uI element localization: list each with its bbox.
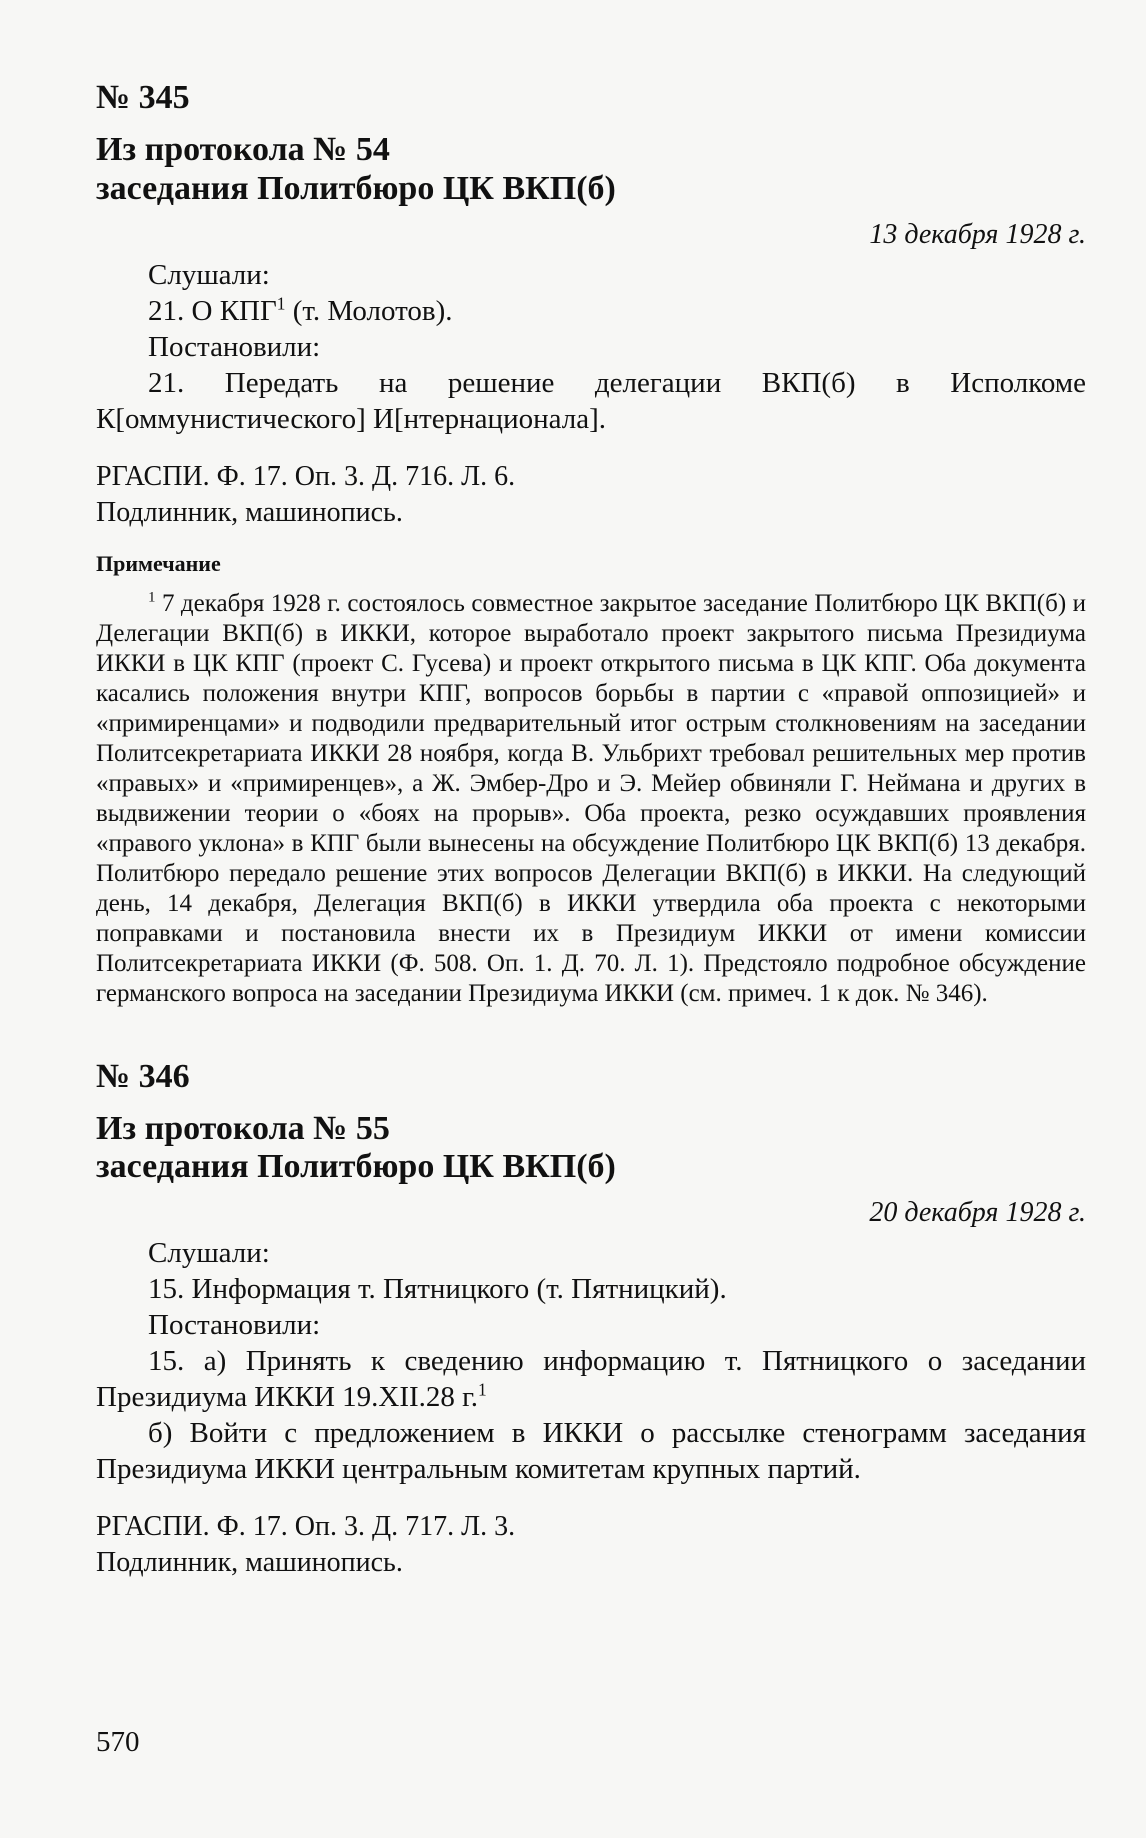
archive-source	[96, 459, 1086, 531]
note-heading: Примечание	[96, 550, 221, 576]
archive-source	[96, 1509, 1086, 1581]
resolved-item-a: 15. а) Принять к сведению информацию т. Пятницкого о заседании Президиума ИККИ 19.XII.28 г.$^1$	[96, 1345, 1086, 1414]
title-line-1: Из протокола № 55	[96, 1109, 390, 1147]
footnote-text: 7 декабря 1928 г. состоялось совместное закрытое заседание Политбюро ЦК ВКП(б) и Делегации ВКП(б) в ИККИ, которое выработало проект закрытого письма Президиума ИККИ в ЦК КПГ (проект С. Гусева) и проект открытого письма в ЦК КПГ. Оба документа касались положения внутри КПГ, вопросов борьбы в партии с «правой оппозицией» и «примиренцами» и подводили предварительный итог острым столкновениям на заседании Политсекретариата ИККИ 28 ноября, когда В. Ульбрихт требовал решительных мер против «правых» и «примиренцев», а Ж. Эмбер-Дро и Э. Мейер обвиняли Г. Неймана и других в выдвижении теории о «боях на прорыв». Оба проекта, резко осуждавших проявления «правого уклона» в КПГ были вынесены на обсуждение Политбюро ЦК ВКП(б) 13 декабря. Политбюро передало решение этих вопросов Делегации ВКП(б) в ИККИ. На следующий день, 14 декабря, Делегация ВКП(б) в ИККИ утвердила оба проекта с некоторыми поправками и постановила внести их в Президиум ИККИ от имени комиссии Политсекретариата ИККИ (Ф. 508. Оп. 1. Д. 70. Л. 1). Предстояло подробное обсуждение германского вопроса на заседании Президиума ИККИ (см. примеч. 1 к док. № 346).	[96, 589, 1086, 1007]
footnote-ref: 1	[478, 1379, 487, 1400]
footnote-ref: 1	[276, 292, 286, 313]
document-date: 13 декабря 1928 г.	[869, 218, 1086, 250]
document-title	[96, 1110, 1086, 1188]
archive-reference: РГАСПИ. Ф. 17. Оп. 3. Д. 716. Л. 6.	[96, 460, 516, 492]
archive-type: Подлинник, машинопись.	[96, 1547, 403, 1579]
archive-type: Подлинник, машинопись.	[96, 496, 403, 528]
document-number: № 345	[96, 79, 190, 116]
heard-item: 21. О КПГ$^1$ (т. Молотов).	[148, 292, 453, 327]
protocol-body	[96, 257, 1086, 437]
footnote-marker: 1	[148, 589, 156, 606]
title-line-2: заседания Политбюро ЦК ВКП(б)	[96, 169, 616, 207]
document-number: № 346	[96, 1057, 190, 1095]
resolved-label: Постановили:	[148, 1309, 321, 1342]
title-line-1: Из протокола № 54	[96, 131, 390, 169]
document-date: 20 декабря 1928 г.	[869, 1197, 1086, 1229]
resolved-item-b: б) Войти с предложением в ИККИ о рассылке стенограмм заседания Президиума ИККИ центральным комитетам крупных партий.	[96, 1417, 1086, 1486]
archive-reference: РГАСПИ. Ф. 17. Оп. 3. Д. 717. Л. 3.	[96, 1511, 516, 1543]
page-number: 570	[96, 1726, 140, 1758]
document-page	[96, 78, 1086, 1581]
heard-label: Слушали:	[148, 1237, 270, 1270]
resolved-text: 21. Передать на решение делегации ВКП(б) в Исполкоме К[оммунистического] И[нтернационала].	[96, 366, 1086, 435]
document-345	[96, 78, 1086, 1009]
resolved-label: Постановили:	[148, 330, 321, 363]
document-title	[96, 131, 1086, 209]
title-line-2: заседания Политбюро ЦК ВКП(б)	[96, 1148, 616, 1186]
heard-label: Слушали:	[148, 258, 270, 291]
heard-item: 15. Информация т. Пятницкого (т. Пятницкий).	[148, 1273, 727, 1306]
footnote	[96, 589, 1086, 1009]
protocol-body	[96, 1235, 1086, 1487]
document-346	[96, 1057, 1086, 1582]
